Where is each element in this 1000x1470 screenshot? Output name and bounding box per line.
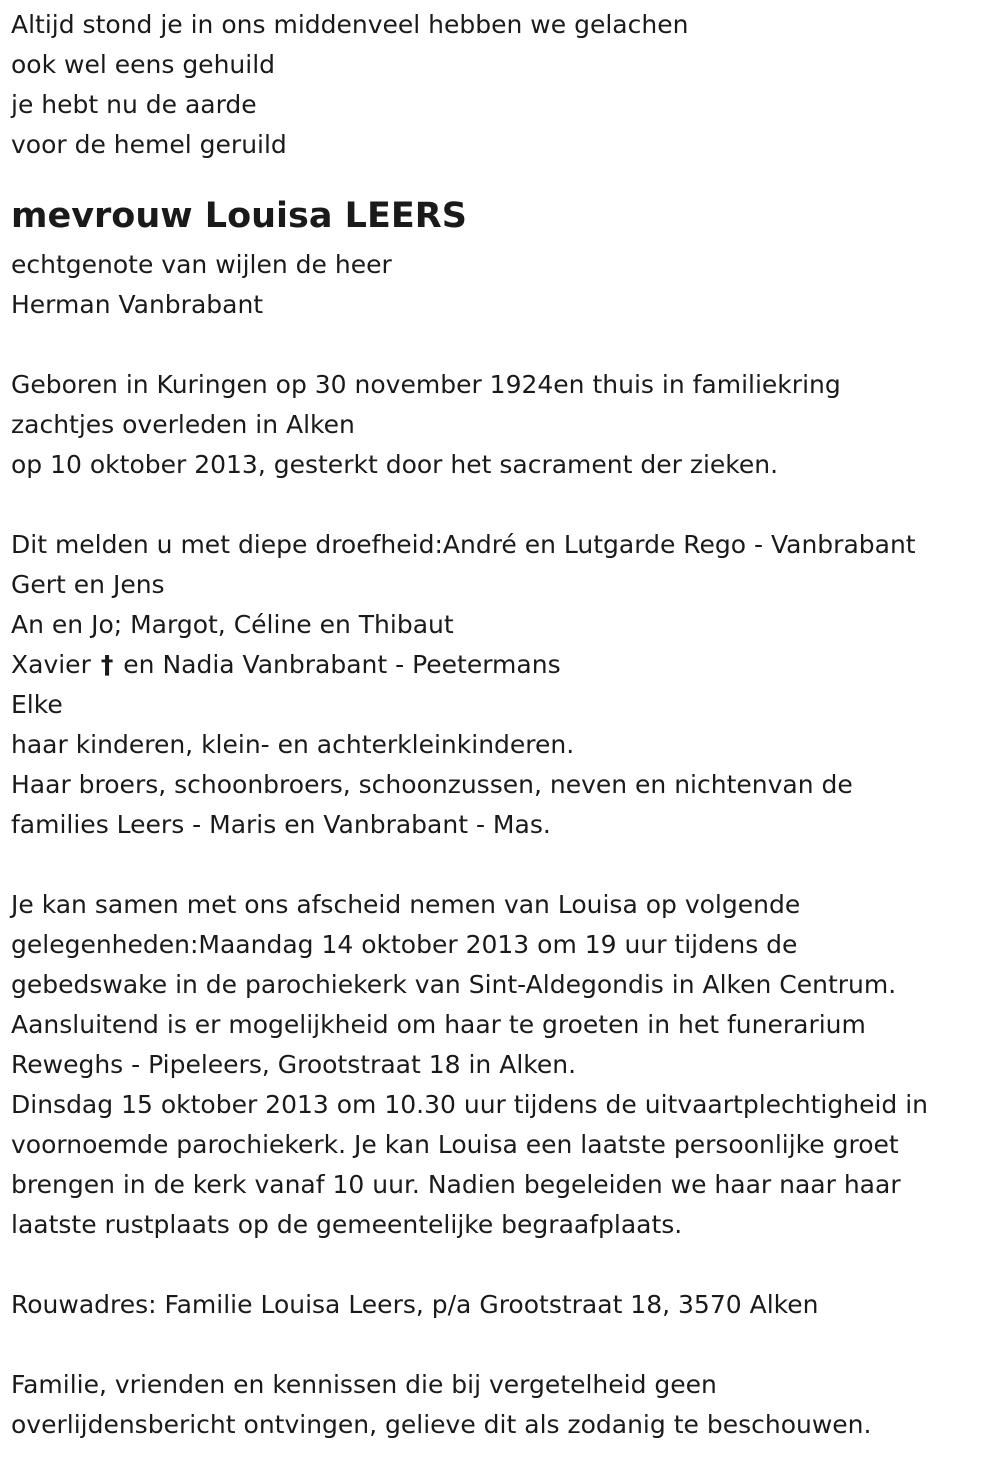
family-line xyxy=(11,645,1000,685)
mourning-address: Rouwadres: Familie Louisa Leers, p/a Grootstraat 18, 3570 Alken xyxy=(11,1290,819,1319)
spacer xyxy=(11,485,1000,525)
family-block xyxy=(11,525,1000,845)
family-line: Gert en Jens xyxy=(11,570,165,599)
spouse-line: Herman Vanbrabant xyxy=(11,290,264,319)
family-line: haar kinderen, klein- en achterkleinkinderen. xyxy=(11,730,575,759)
farewell-line: laatste rustplaats op de gemeentelijke begraafplaats. xyxy=(11,1210,683,1239)
farewell-line: Dinsdag 15 oktober 2013 om 10.30 uur tijdens de uitvaartplechtigheid in xyxy=(11,1090,929,1119)
farewell-line: voornoemde parochiekerk. Je kan Louisa een laatste persoonlijke groet xyxy=(11,1130,899,1159)
poem-line: je hebt nu de aarde xyxy=(11,90,257,119)
closing-block xyxy=(11,1365,1000,1445)
spacer xyxy=(11,845,1000,885)
farewell-line: Je kan samen met ons afscheid nemen van Louisa op volgende xyxy=(11,890,801,919)
closing-line: overlijdensbericht ontvingen, gelieve dit als zodanig te beschouwen. xyxy=(11,1410,872,1439)
farewell-line: gelegenheden:Maandag 14 oktober 2013 om 19 uur tijdens de xyxy=(11,930,798,959)
poem-line: Altijd stond je in ons middenveel hebben we gelachen xyxy=(11,10,689,39)
spouse-line: echtgenote van wijlen de heer xyxy=(11,250,392,279)
spacer xyxy=(11,325,1000,365)
family-line: An en Jo; Margot, Céline en Thibaut xyxy=(11,610,454,639)
farewell-line: brengen in de kerk vanaf 10 uur. Nadien begeleiden we haar naar haar xyxy=(11,1170,901,1199)
birth-death-block xyxy=(11,365,1000,485)
deceased-name: mevrouw Louisa LEERS xyxy=(11,196,467,236)
birth-death-line: zachtjes overleden in Alken xyxy=(11,410,355,439)
family-member-name: Xavier xyxy=(11,650,91,679)
poem-line: voor de hemel geruild xyxy=(11,130,287,159)
birth-death-line: op 10 oktober 2013, gesterkt door het sacrament der zieken. xyxy=(11,450,779,479)
farewell-line: Reweghs - Pipeleers, Grootstraat 18 in Alken. xyxy=(11,1050,577,1079)
farewell-line: Aansluitend is er mogelijkheid om haar te groeten in het funerarium xyxy=(11,1010,866,1039)
family-line: Dit melden u met diepe droefheid:André en Lutgarde Rego - Vanbrabant xyxy=(11,530,916,559)
spouse-block xyxy=(11,245,1000,325)
family-line: families Leers - Maris en Vanbrabant - Mas. xyxy=(11,810,551,839)
family-line: Elke xyxy=(11,690,63,719)
spacer xyxy=(11,165,1000,187)
family-line: Haar broers, schoonbroers, schoonzussen, neven en nichtenvan de xyxy=(11,770,853,799)
closing-line: Familie, vrienden en kennissen die bij vergetelheid geen xyxy=(11,1370,717,1399)
cross-icon: † xyxy=(100,650,114,679)
spacer xyxy=(11,1325,1000,1365)
farewell-block xyxy=(11,885,1000,1245)
spacer xyxy=(11,1245,1000,1285)
farewell-line: gebedswake in de parochiekerk van Sint-Aldegondis in Alken Centrum. xyxy=(11,970,897,999)
poem-block xyxy=(11,5,1000,165)
birth-death-line: Geboren in Kuringen op 30 november 1924en thuis in familiekring xyxy=(11,370,841,399)
poem-line: ook wel eens gehuild xyxy=(11,50,276,79)
family-member-name: en Nadia Vanbrabant - Peetermans xyxy=(123,650,561,679)
